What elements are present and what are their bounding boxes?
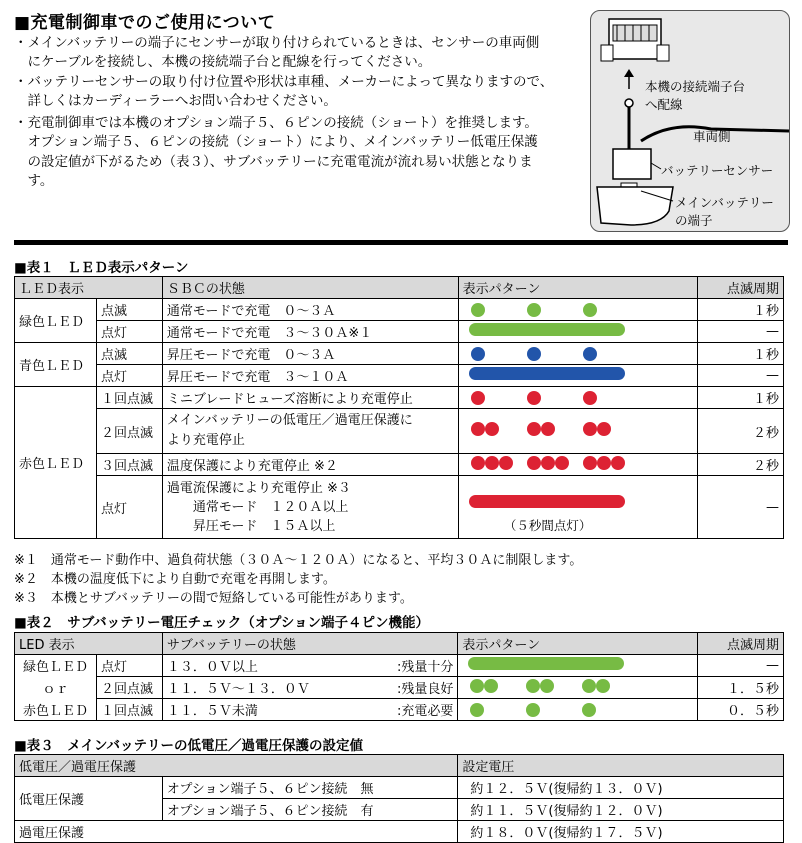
pattern-cell	[458, 299, 698, 321]
col-header: ＬＥＤ表示	[15, 277, 163, 299]
led-dot	[527, 347, 541, 361]
state-line: 過電流保護により充電停止 ※３	[166, 480, 351, 496]
period-cell: —	[698, 321, 784, 343]
led-dot	[471, 347, 485, 361]
table-header-row	[15, 633, 784, 655]
pattern-cell	[458, 387, 698, 409]
led-dot	[471, 303, 485, 317]
table-row	[15, 321, 784, 343]
state-line: メインバッテリーの低電圧／過電圧保護に	[166, 413, 413, 428]
voltage-value: １１．５Ｖ未満	[166, 704, 258, 719]
condition-cell: オプション端子５、６ピン接続 無	[162, 777, 458, 799]
led-dot	[583, 391, 597, 405]
period-cell: ０．５秒	[698, 699, 784, 721]
state-cell: ミニブレードヒューズ溶断により充電停止	[162, 387, 458, 409]
state-line: 通常モード １２０Ａ以上	[166, 499, 349, 515]
table-row	[15, 476, 784, 539]
mode-cell: 点灯	[96, 655, 162, 677]
voltage-check-table	[14, 632, 784, 721]
bullet-line: の設定値が下がるため（表３）、サブバッテリーに充電電流が流れ易い状態となりま	[14, 154, 533, 170]
mode-cell: １回点滅	[96, 387, 162, 409]
led-dot	[526, 703, 540, 717]
table-header-row	[15, 277, 784, 299]
pattern-cell	[458, 476, 698, 539]
label-main-battery: メインバッテリー	[675, 195, 774, 210]
period-cell: —	[698, 365, 784, 387]
value-cell: 約１８．０Ｖ(復帰約１７．５Ｖ)	[458, 821, 784, 843]
bullet-line: ・メインバッテリーの端子にセンサーが取り付けられているときは、センサーの車両側	[14, 35, 540, 51]
label-terminal: 本機の接続端子台	[645, 79, 746, 94]
state-line: 昇圧モード １５Ａ以上	[166, 518, 336, 534]
bullet-line: ・バッテリーセンサーの取り付け位置や形状は車種、メーカーによって異なりますので、	[14, 74, 554, 90]
over-voltage-label: 過電圧保護	[15, 821, 458, 843]
bullet-line: す。	[14, 173, 54, 189]
voltage-value: １１．５Ｖ～１３．０Ｖ	[166, 682, 310, 697]
mode-cell: ３回点滅	[96, 454, 162, 476]
led-dot	[527, 303, 541, 317]
state-cell: 昇圧モードで充電 ３～１０Ａ	[162, 365, 458, 387]
led-group	[526, 679, 554, 697]
table-row	[15, 655, 784, 677]
col-header: 表示パターン	[458, 633, 698, 655]
pattern-cell	[458, 699, 698, 721]
table-row	[15, 454, 784, 476]
period-cell: —	[698, 476, 784, 539]
col-header: ＳＢＣの状態	[162, 277, 458, 299]
footnote: ※２ 本機の温度低下により自動で充電を再開します。	[14, 572, 336, 587]
table-row	[15, 777, 784, 799]
led-group	[471, 422, 499, 440]
led-group	[471, 456, 513, 474]
section-divider	[14, 240, 788, 245]
mode-cell: ２回点滅	[96, 409, 162, 454]
table-header-row	[15, 755, 784, 777]
led-dot	[470, 703, 484, 717]
period-cell: １秒	[698, 299, 784, 321]
col-header: 点滅周期	[698, 277, 784, 299]
label-vehicle-side: 車両側	[693, 129, 731, 144]
led-label: ｏｒ	[15, 677, 97, 699]
condition-cell: オプション端子５、６ピン接続 有	[162, 799, 458, 821]
label-terminal-end: の端子	[675, 213, 713, 228]
state-cell	[162, 409, 458, 454]
state-cell	[162, 655, 457, 677]
status-value: :残量十分	[396, 660, 454, 675]
led-red-label: 赤色ＬＥＤ	[15, 387, 97, 539]
table-row	[15, 699, 784, 721]
led-group	[470, 679, 498, 697]
state-cell	[162, 677, 457, 699]
pattern-cell	[458, 655, 698, 677]
value-cell: 約１２．５Ｖ(復帰約１３．０Ｖ)	[458, 777, 784, 799]
mode-cell: 点滅	[96, 343, 162, 365]
value-cell: 約１１．５Ｖ(復帰約１２．０Ｖ)	[458, 799, 784, 821]
mode-cell: １回点滅	[96, 699, 162, 721]
table-row	[15, 343, 784, 365]
table-row	[15, 365, 784, 387]
led-bar	[469, 323, 625, 336]
led-blue-label: 青色ＬＥＤ	[15, 343, 97, 387]
led-label: 赤色ＬＥＤ	[15, 699, 97, 721]
table1-title: ■表１ ＬＥＤ表示パターン	[14, 260, 189, 276]
table3-title: ■表３ メインバッテリーの低電圧／過電圧保護の設定値	[14, 738, 364, 754]
period-cell: —	[698, 655, 784, 677]
period-cell: ２秒	[698, 409, 784, 454]
table2-title: ■表２ サブバッテリー電圧チェック（オプション端子４ピン機能）	[14, 615, 430, 631]
page-heading: ■充電制御車でのご使用について	[14, 13, 276, 33]
status-value: :残量良好	[396, 682, 454, 697]
pattern-cell	[458, 454, 698, 476]
mode-cell: ２回点滅	[96, 677, 162, 699]
col-header: 設定電圧	[458, 755, 784, 777]
led-dot	[583, 303, 597, 317]
led-bar	[468, 657, 624, 670]
footnote: ※３ 本機とサブバッテリーの間で短絡している可能性があります。	[14, 591, 413, 606]
led-group	[527, 456, 569, 474]
led-dot	[471, 391, 485, 405]
sensor-diagram	[590, 10, 790, 232]
bullet-line: オプション端子５、６ピンの接続（ショート）により、メインバッテリー低電圧保護	[14, 134, 538, 150]
bullet-line: 詳しくはカーディーラーへお問い合わせください。	[14, 93, 337, 109]
led-bar	[469, 495, 625, 508]
led-dot	[582, 703, 596, 717]
pattern-cell	[458, 409, 698, 454]
footnote: ※１ 通常モード動作中、過負荷状態（３０Ａ～１２０Ａ）になると、平均３０Ａに制限します。	[14, 553, 583, 568]
state-cell: 通常モードで充電 ０～３Ａ	[162, 299, 458, 321]
state-line: より充電停止	[166, 433, 245, 448]
label-battery-sensor: バッテリーセンサー	[661, 163, 774, 178]
period-cell: １秒	[698, 387, 784, 409]
low-voltage-label: 低電圧保護	[15, 777, 163, 821]
state-cell: 昇圧モードで充電 ０～３Ａ	[162, 343, 458, 365]
col-header: 低電圧／過電圧保護	[15, 755, 458, 777]
led-pattern-table	[14, 276, 784, 539]
led-dot	[583, 347, 597, 361]
voltage-value: １３．０Ｖ以上	[166, 660, 258, 675]
led-dot	[527, 391, 541, 405]
led-label: 緑色ＬＥＤ	[15, 655, 97, 677]
mode-cell: 点滅	[96, 299, 162, 321]
table-row	[15, 299, 784, 321]
mode-cell: 点灯	[96, 321, 162, 343]
state-cell	[162, 699, 457, 721]
pattern-cell	[458, 677, 698, 699]
pattern-cell	[458, 343, 698, 365]
pattern-cell	[458, 365, 698, 387]
mode-cell: 点灯	[96, 476, 162, 539]
led-green-label: 緑色ＬＥＤ	[15, 299, 97, 343]
table-row	[15, 677, 784, 699]
led-bar	[469, 367, 625, 380]
bullet-line: ・充電制御車では本機のオプション端子５、６ピンの接続（ショート）を推奨します。	[14, 115, 538, 131]
pattern-note: （５秒間点灯）	[503, 517, 592, 533]
protection-settings-table	[14, 754, 784, 843]
state-cell: 温度保護により充電停止 ※２	[162, 454, 458, 476]
table-row	[15, 409, 784, 454]
led-group	[527, 422, 555, 440]
table-row	[15, 821, 784, 843]
col-header: 表示パターン	[458, 277, 698, 299]
table-row	[15, 387, 784, 409]
mode-cell: 点灯	[96, 365, 162, 387]
state-cell	[162, 476, 458, 539]
period-cell: ２秒	[698, 454, 784, 476]
led-group	[582, 679, 610, 697]
bullet-line: にケーブルを接続し、本機の接続端子台と配線を行ってください。	[14, 54, 432, 70]
col-header: LED 表示	[15, 633, 163, 655]
state-cell: 通常モードで充電 ３～３０Ａ※１	[162, 321, 458, 343]
pattern-cell	[458, 321, 698, 343]
led-group	[583, 456, 625, 474]
col-header: サブバッテリーの状態	[162, 633, 457, 655]
period-cell: １．５秒	[698, 677, 784, 699]
status-value: :充電必要	[396, 704, 454, 719]
col-header: 点滅周期	[698, 633, 784, 655]
label-wiring: へ配線	[645, 97, 683, 112]
period-cell: １秒	[698, 343, 784, 365]
led-group	[583, 422, 611, 440]
